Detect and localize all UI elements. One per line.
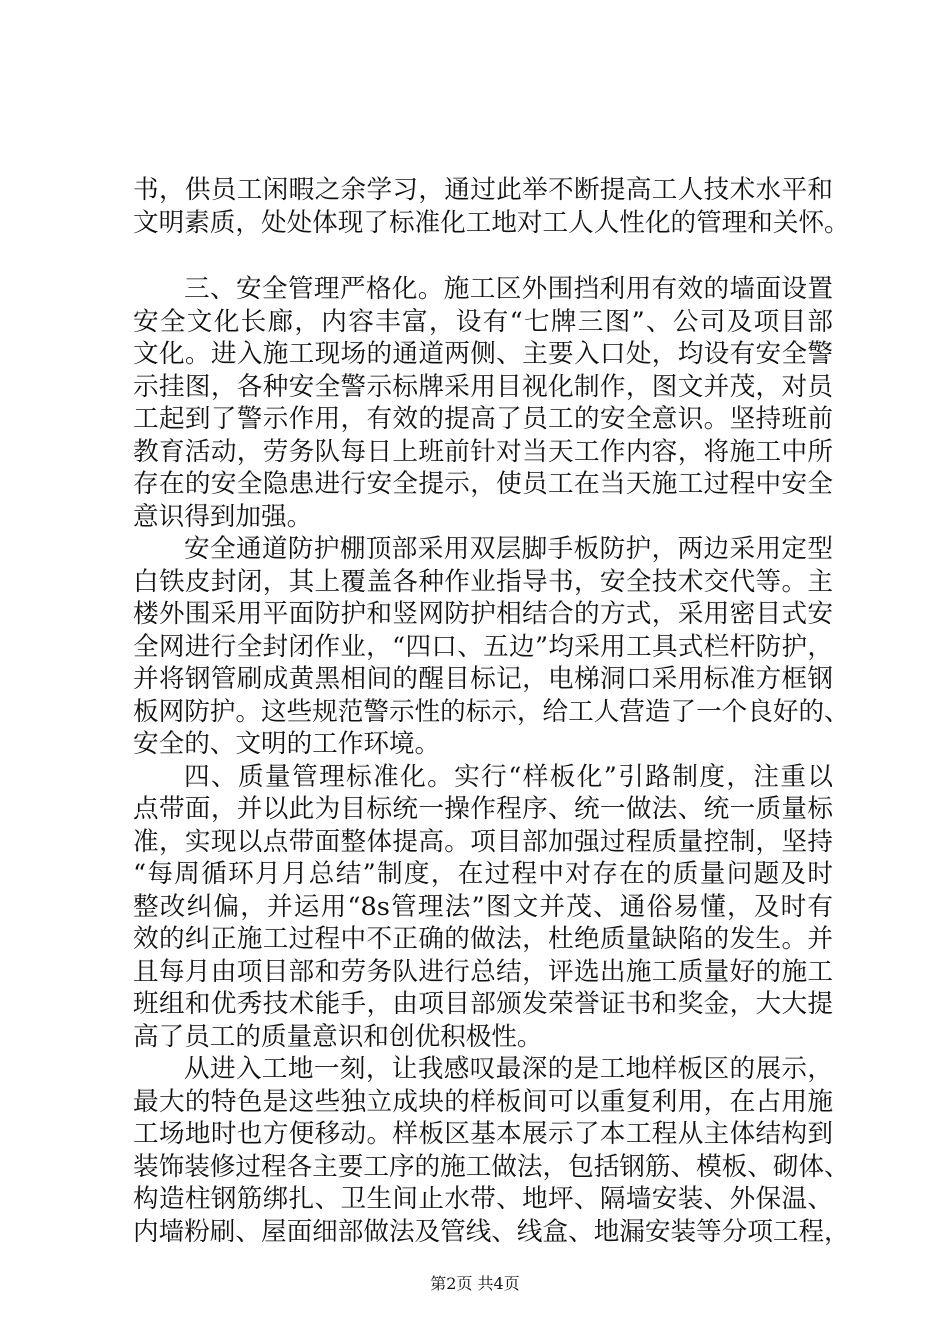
text-line: 效的纠正施工过程中不正确的做法，杜绝质量缺陷的发生。并 xyxy=(133,924,833,954)
text-line: 且每月由项目部和劳务队进行总结，评选出施工质量好的施工 xyxy=(133,956,833,987)
text-line: 点带面，并以此为目标统一操作程序、统一做法、统一质量标 xyxy=(133,794,833,824)
text-line: 文化。进入施工现场的通道两侧、主要入口处，均设有安全警 xyxy=(133,339,833,369)
text-line: 高了员工的质量意识和创优积极性。 xyxy=(133,1021,543,1052)
text-line: 教育活动，劳务队每日上班前针对当天工作内容，将施工中所 xyxy=(133,436,833,467)
text-line: “每周循环月月总结”制度，在过程中对存在的质量问题及时 xyxy=(133,859,833,889)
text-line: 从进入工地一刻，让我感叹最深的是工地样板区的展示， xyxy=(184,1054,833,1084)
paragraph-1 xyxy=(133,174,850,239)
text-line: 示挂图，各种安全警示标牌采用目视化制作，图文并茂，对员 xyxy=(133,371,833,402)
text-line: 构造柱钢筋绑扎、卫生间止水带、地坪、隔墙安装、外保温、 xyxy=(133,1184,833,1214)
text-line: 安全文化长廊，内容丰富，设有“七牌三图”、公司及项目部 xyxy=(133,306,833,337)
text-line: 三、安全管理严格化。施工区外围挡利用有效的墙面设置 xyxy=(184,274,833,304)
text-line: 白铁皮封闭，其上覆盖各种作业指导书，安全技术交代等。主 xyxy=(133,566,833,597)
text-line: 楼外围采用平面防护和竖网防护相结合的方式，采用密目式安 xyxy=(133,599,833,629)
text-line: 最大的特色是这些独立成块的样板间可以重复利用，在占用施 xyxy=(133,1086,833,1117)
text-line: 书，供员工闲暇之余学习，通过此举不断提高工人技术水平和 xyxy=(133,175,833,205)
paragraph-gap xyxy=(133,239,833,273)
text-line: 整改纠偏，并运用“8s管理法”图文并茂、通俗易懂，及时有 xyxy=(133,891,833,922)
text-line: 意识得到加强。 xyxy=(133,501,313,532)
page-number-footer: 第2页 共4页 xyxy=(430,1274,520,1293)
text-line: 内墙粉刷、屋面细部做法及管线、线盒、地漏安装等分项工程， xyxy=(133,1216,850,1247)
text-line: 四、质量管理标准化。实行“样板化”引路制度，注重以 xyxy=(184,761,833,792)
text-line: 并将钢管刷成黄黑相间的醒目标记，电梯洞口采用标准方框钢 xyxy=(133,664,833,694)
text-line: 装饰装修过程各主要工序的施工做法，包括钢筋、模板、砌体、 xyxy=(133,1151,850,1182)
text-line: 准，实现以点带面整体提高。项目部加强过程质量控制，坚持 xyxy=(133,826,833,857)
text-line: 工起到了警示作用，有效的提高了员工的安全意识。坚持班前 xyxy=(133,404,833,434)
paragraph-2 xyxy=(133,273,833,533)
text-line: 工场地时也方便移动。样板区基本展示了本工程从主体结构到 xyxy=(133,1119,833,1149)
text-line: 存在的安全隐患进行安全提示，使员工在当天施工过程中安全 xyxy=(133,469,833,499)
text-line: 安全的、文明的工作环境。 xyxy=(133,729,441,759)
text-line: 安全通道防护棚顶部采用双层脚手板防护，两边采用定型 xyxy=(184,534,833,564)
text-line: 文明素质，处处体现了标准化工地对工人人性化的管理和关怀。 xyxy=(133,207,850,238)
text-line: 全网进行全封闭作业，“四口、五边”均采用工具式栏杆防护， xyxy=(133,631,833,662)
text-line: 板网防护。这些规范警示性的标示，给工人营造了一个良好的、 xyxy=(133,696,850,727)
paragraph-5 xyxy=(133,1053,850,1248)
text-line: 班组和优秀技术能手，由项目部颁发荣誉证书和奖金，大大提 xyxy=(133,989,833,1019)
paragraph-4 xyxy=(133,761,833,1054)
paragraph-3 xyxy=(133,533,850,761)
document-body xyxy=(133,174,850,1248)
